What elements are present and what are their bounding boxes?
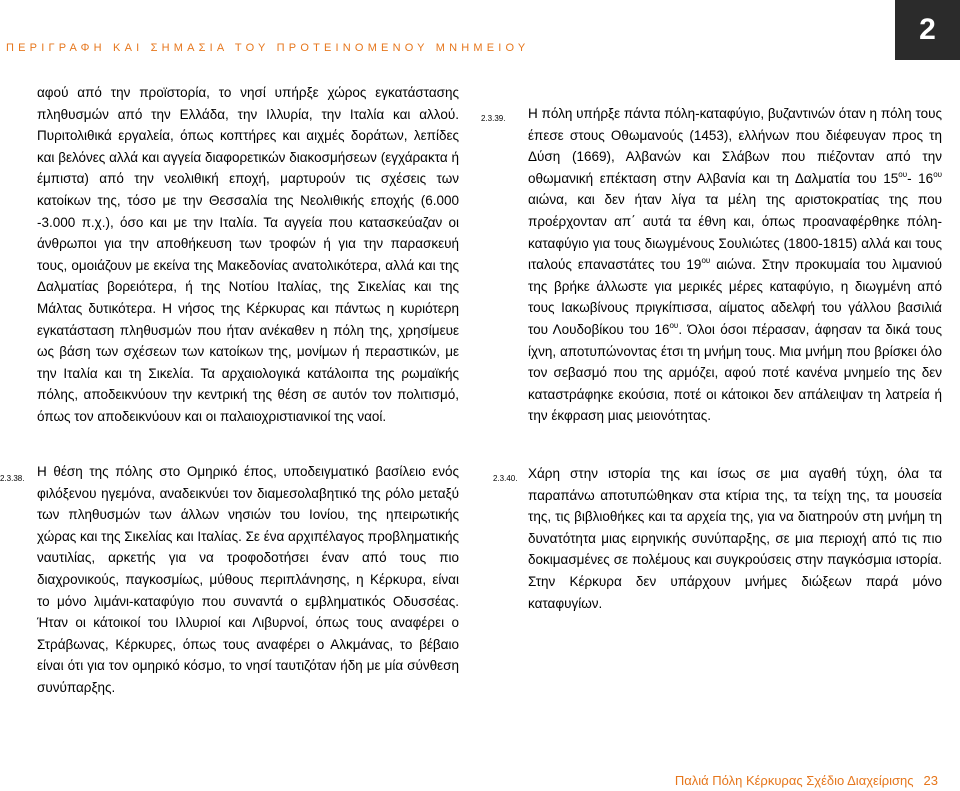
superscript: ου [701, 256, 711, 266]
page-number: 23 [923, 773, 938, 788]
chapter-number-box: 2 [895, 0, 960, 60]
section-text-part: Η πόλη υπήρξε πάντα πόλη-καταφύγιο, βυζαντινών όταν η πόλη τους έπεσε στους Οθωμανούς (1453), ελλήνων που διέφευγαν προς τη Δύση (1669), Αλβανών και Σλάβων που πιέζονταν από την οθωμανική επέκταση στην Αλβανία και τη Δαλματία του 15 [528, 106, 942, 186]
superscript: ου [933, 169, 943, 179]
intro-text: αφού από την προϊστορία, το νησί υπήρξε χώρος εγκατάστασης πληθυσμών από την Ελλάδα, την Ιλλυρία, την Ιταλία και αλλού. Πυριτολιθικά εργαλεία, όπως κοπτήρες και αιχμές δοράτων, λεπίδες και βελόνες αλλά και αγγεία διαφορετικών διακοσμήσεων (εγχάρακτα ή έμπιστα) από την νεολιθική εποχή, μαρτυρούν τις σχέσεις των κατοίκων της, τόσο με την Θεσσαλία της Νεολιθικής εποχής (6.000 -3.000 π.χ.), όσο και με την Ιταλία. Τα αγγεία που κατασκεύαζαν οι άνθρωποι για την αποθήκευση των τροφών ή για την παρασκευή τους, ομοιάζουν με εκείνα της Μακεδονίας ανατολικότερα, αλλά και της Δαλματίας βορειότερα, ή της Νοτίου Ιταλίας, της Σικελίας και της Μάλτας δυτικότερα. Η νήσος της Κέρκυρας και πάντως η κυριότερη εγκατάσταση πληθυσμών που ήταν ανέκαθεν η πόλη της, χρησίμευε ως βάση των σχέσεων των κατοίκων της, μονίμων ή περαστικών, με την Ιταλία και τη Σικελία. Τα αρχαιολογικά κατάλοιπα της ρωμαϊκής πόλης, αποδεικνύουν την κεντρική της θέση σε αυτόν τον πολιτισμό, όπως τον αποδεικνύουν και οι παλαιοχριστιανικοί της ναοί. [37, 85, 459, 424]
section-2-3-39 [481, 103, 943, 427]
footer-title: Παλιά Πόλη Κέρκυρας Σχέδιο Διαχείρισης [674, 773, 914, 788]
section-text-part: . Όλοι όσοι πέρασαν, άφησαν τα δικά τους ίχνη, αποτυπώνοντας έτσι τη μνήμη τους. Μια μνήμη που βρίσκει όλο τον σεβασμό που της αρμόζει, αφού ποτέ κανένα μνημείο της δεν καταστράφηκε εκούσια, ποτέ οι κάτοικοι δεν απάλειψαν τη λατρεία ή την έκφραση μιας μειονότητας. [528, 321, 942, 424]
section-2-3-40 [493, 463, 942, 614]
section-text-part: αιώνα, και δεν ήταν λίγα τα μέλη της αριστοκρατίας της που προέρχονταν απ΄ αυτά τα έθνη και, όπως προαναφέρθηκε πόλη-καταφύγιο για τους διωγμένους Σουλιώτες (1800-1815) αλλά και τους ιταλούς επαναστάτες του 19 [528, 192, 942, 273]
section-text: Η θέση της πόλης στο Ομηρικό έπος, υποδειγματικό βασίλειο ενός φιλόξενου ηγεμόνα, αναδεικνύει τον διαμεσολαβητικό της ρόλο μεταξύ των πληθυσμών των άλλων νησιών του Ιονίου, της ηπειρωτικής χώρας και της Σικελίας και Ιταλίας. Σε ένα αρχιπέλαγος προβληματικής ναυτιλίας, αρκετής για να τροφοδοτήσει έναν από τους πιο διαχρονικούς, παγκοσμίως, μύθους περιπλάνησης, η Κέρκυρα, είναι το μόνο λιμάνι-καταφύγιο που συναντά ο εμβληματικός Οδυσσέας. Ήταν οι κάτοικοί του Ιλλυριοί και Λιβυρνοί, όπως τους αναφέρει ο Στράβωνας, Κέρκυρες, όπως τους αναφέρει ο Αλκμάνας, το βέβαιο είναι ότι για τον ομηρικό κόσμο, το νησί ταυτιζόταν ήδη με μία σύνθεση συνύπαρξης. [37, 464, 459, 695]
section-text-part: - 16 [907, 170, 934, 186]
section-text [528, 103, 942, 427]
section-2-3-38 [0, 461, 459, 699]
section-text: Χάρη στην ιστορία της και ίσως σε μια αγαθή τύχη, όλα τα παραπάνω αποτυπώθηκαν στα κτίρια της, τα τείχη της, τα μουσεία της, τις βιβλιοθήκες και τα αρχεία της, για να διατηρούν στη μνήμη τη δυνατότητα μιας ειρηνικής συνύπαρξης, σε μια περιοχή από τις πιο δοκιμασμένες σε πολέμους και συγκρούσεις στην παγκόσμια ιστορία. Στην Κέρκυρα δεν υπάρχουν μνήμες διώξεων παρά μόνο καταφυγίων. [528, 466, 942, 611]
superscript: ου [669, 320, 679, 330]
page-footer [675, 773, 938, 788]
section-number: 2.3.40. [493, 474, 518, 483]
section-number: 2.3.38. [0, 474, 25, 483]
superscript: ου [898, 169, 908, 179]
header-title: ΠΕΡΙΓΡΑΦΗ ΚΑΙ ΣΗΜΑΣΙΑ ΤΟΥ ΠΡΟΤΕΙΝΟΜΕΝΟΥ ΜΝΗΜΕΙΟΥ [6, 42, 530, 54]
section-text-part: αιώνα. Στην προκυμαία του λιμανιού της βρήκε άλλωστε για μερικές μέρες καταφύγιο, η διωγμένη από τους Ιακωβίνους πριγκίπισσα, αίματος αδελφή του γάλλου βασιλιά του Λουδοβίκου του 16 [528, 257, 942, 337]
section-number: 2.3.39. [481, 114, 506, 123]
intro-paragraph [37, 82, 459, 428]
